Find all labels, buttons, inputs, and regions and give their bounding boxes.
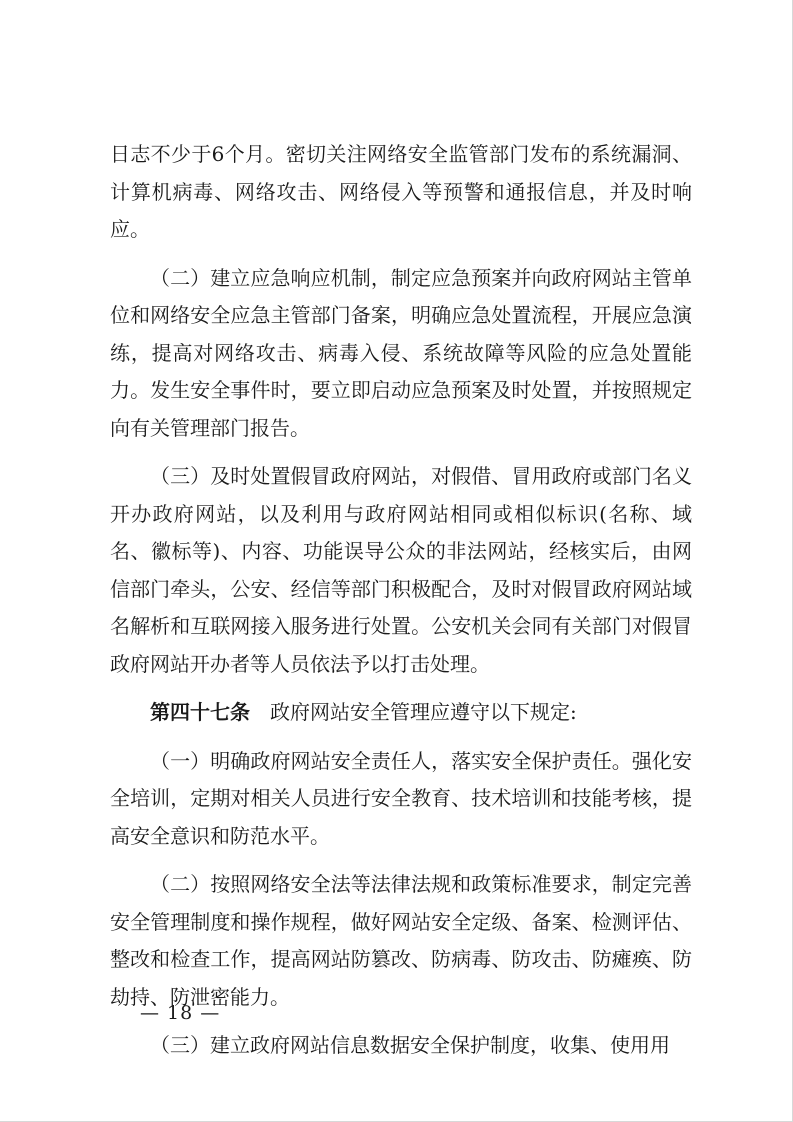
page-body: [110, 136, 692, 1076]
paragraph-counterfeit-sites: （三）及时处置假冒政府网站，对假借、冒用政府或部门名义开办政府网站，以及利用与政府网站相同或相似标识(名称、域名、徽标等)、内容、功能误导公众的非法网站，经核实后，由网信部门牵头，公安、经信等部门积极配合，及时对假冒政府网站域名解析和互联网接入服务进行处置。公安机关会同有关部门对假冒政府网站开办者等人员依法予以打击处理。: [110, 464, 692, 676]
article-heading: 第四十七条: [150, 700, 250, 724]
paragraph-emergency-response: （二）建立应急响应机制，制定应急预案并向政府网站主管单位和网络安全应急主管部门备案，明确应急处置流程，开展应急演练，提高对网络攻击、病毒入侵、系统故障等风险的应急处置能力。发生安全事件时，要立即启动应急预案及时处置，并按照规定向有关管理部门报告。: [110, 265, 692, 440]
article-intro-text: 政府网站安全管理应遵守以下规定:: [270, 700, 577, 724]
paragraph-log-retention: 日志不少于6个月。密切关注网络安全监管部门发布的系统漏洞、计算机病毒、网络攻击、网络侵入等预警和通报信息，并及时响应。: [110, 142, 692, 241]
article-47-intro: [110, 694, 692, 732]
article-item-1: （一）明确政府网站安全责任人，落实安全保护责任。强化安全培训，定期对相关人员进行安全教育、技术培训和技能考核，提高安全意识和防范水平。: [110, 748, 692, 848]
article-item-3: （三）建立政府网站信息数据安全保护制度，收集、使用用: [150, 1033, 670, 1057]
page-number: — 18 —: [140, 1002, 221, 1024]
article-item-2: （二）按照网络安全法等法律法规和政策标准要求，制定完善安全管理制度和操作规程，做好网站安全定级、备案、检测评估、整改和检查工作，提高网站防篡改、防病毒、防攻击、防瘫痪、防劫持、防泄密能力。: [110, 872, 692, 1009]
